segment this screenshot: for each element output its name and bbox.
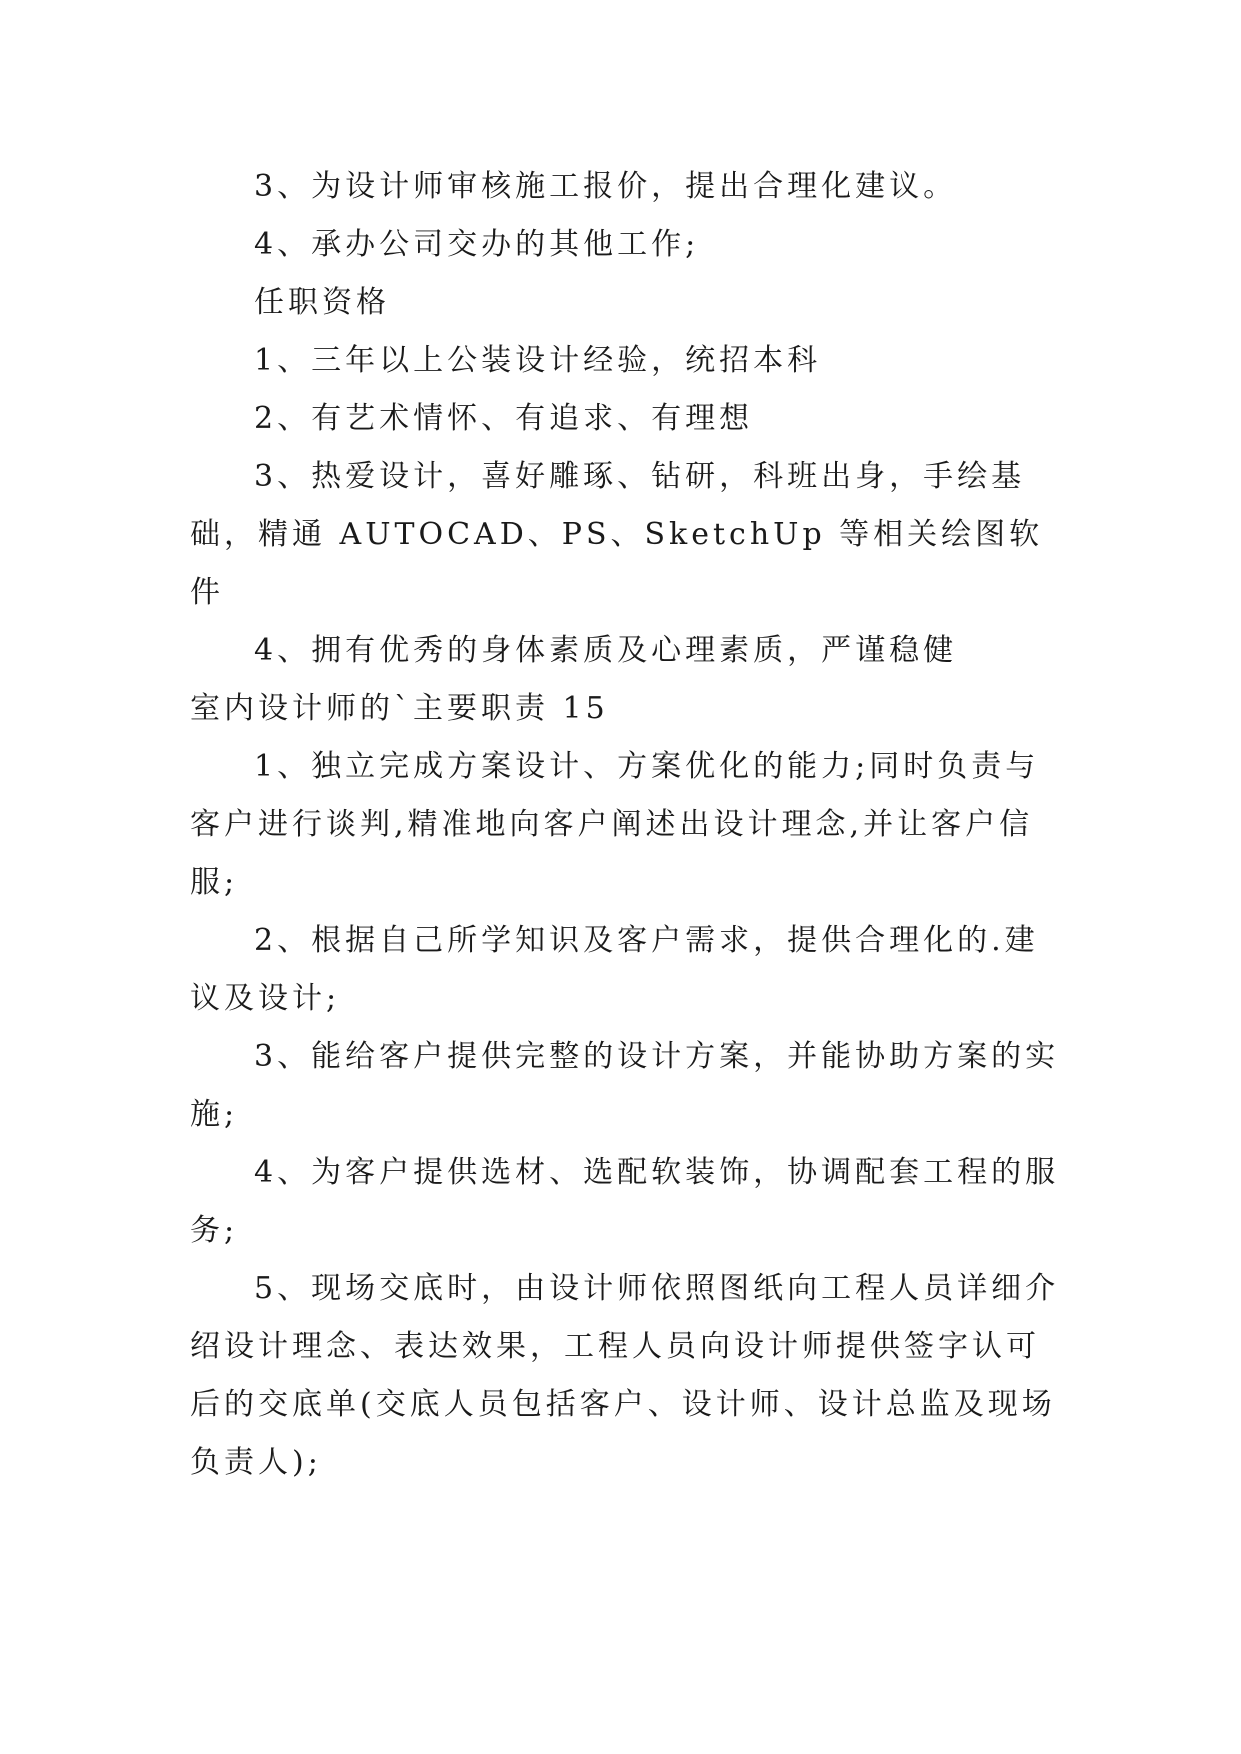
paragraph-designer-duty-4: 4、为客户提供选材、选配软装饰，协调配套工程的服务; [190,1155,1060,1248]
paragraph-designer-duty-5: 5、现场交底时，由设计师依照图纸向工程人员详细介绍设计理念、表达效果，工程人员向设计师提供签字认可后的交底单(交底人员包括客户、设计师、设计总监及现场负责人); [190,1271,1060,1480]
section-title-designer-duties: 室内设计师的`主要职责 15 [190,691,609,726]
document-body [190,158,1070,1492]
paragraph-designer-duty-1: 1、独立完成方案设计、方案优化的能力;同时负责与客户进行谈判,精准地向客户阐述出设计理念,并让客户信服; [190,749,1040,900]
paragraph-qualification-4: 4、拥有优秀的身体素质及心理素质，严谨稳健 [254,633,958,668]
paragraph-qualification-2: 2、有艺术情怀、有追求、有理想 [254,401,754,436]
paragraph-qualification-3: 3、热爱设计，喜好雕琢、钻研，科班出身，手绘基础，精通 AUTOCAD、PS、SketchUp 等相关绘图软件 [190,459,1044,610]
paragraph-qualification-1: 1、三年以上公装设计经验，统招本科 [254,343,822,378]
paragraph-designer-duty-3: 3、能给客户提供完整的设计方案，并能协助方案的实施; [190,1039,1060,1132]
paragraph-duty-4: 4、承办公司交办的其他工作; [254,227,700,262]
paragraph-designer-duty-2: 2、根据自己所学知识及客户需求，提供合理化的.建议及设计; [190,923,1039,1016]
section-heading-qualifications: 任职资格 [254,285,390,320]
paragraph-duty-3: 3、为设计师审核施工报价，提出合理化建议。 [254,169,958,204]
